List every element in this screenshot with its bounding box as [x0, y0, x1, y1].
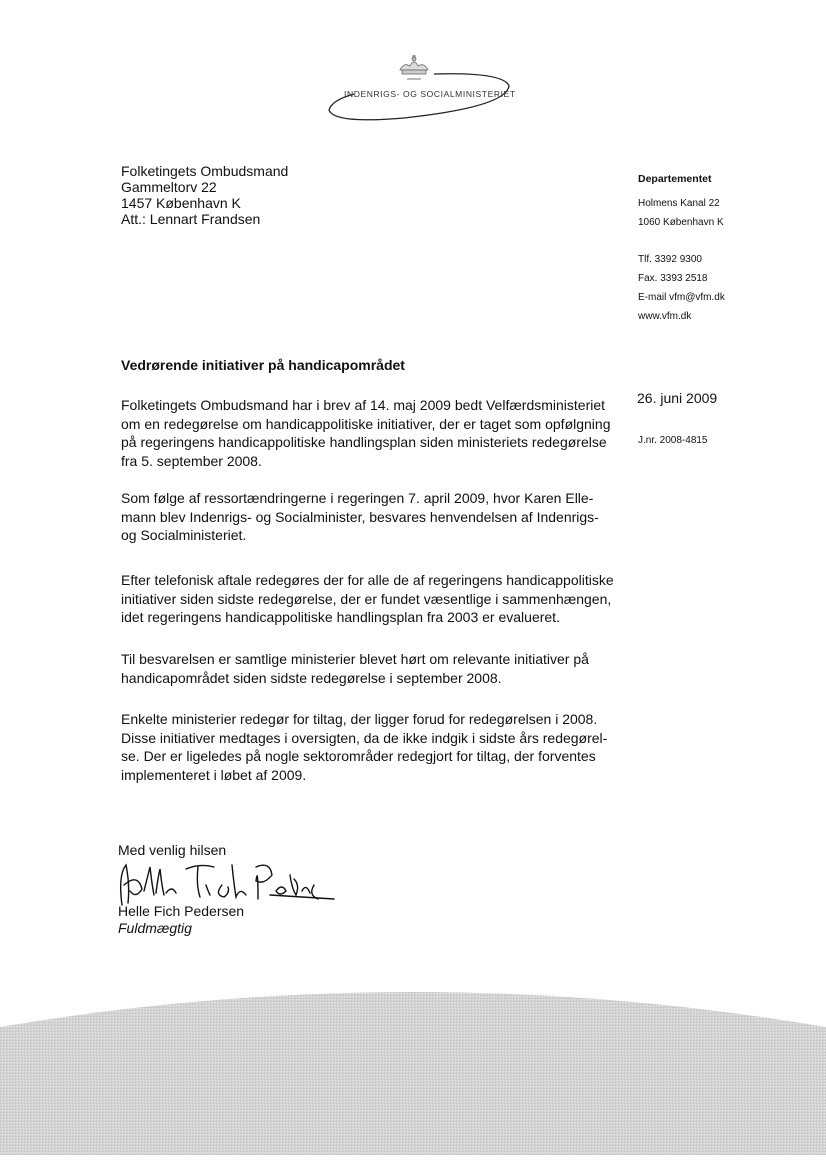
body-paragraph [121, 396, 621, 470]
body-line: mann blev Indenrigs- og Socialminister, besvares henvendelsen af Indenrigs- [121, 508, 599, 525]
sender-info [638, 173, 725, 326]
body-line: Til besvarelsen er samtlige ministerier blevet hørt om relevante initiativer på [121, 651, 589, 667]
signer-title: Fuldmægtig [118, 920, 192, 936]
body-line: implementeret i løbet af 2009. [121, 766, 307, 783]
sender-website: www.vfm.dk [638, 311, 692, 322]
sender-address-line: 1060 København K [638, 217, 724, 228]
letter-subject: Vedrørende initiativer på handicapområdet [121, 357, 405, 373]
letter-date: 26. juni 2009 [637, 390, 718, 406]
sender-department: Departementet [638, 173, 712, 185]
recipient-line: Att.: Lennart Frandsen [121, 211, 261, 227]
body-paragraph [121, 650, 621, 687]
recipient-address [121, 163, 288, 227]
body-line: Disse initiativer medtages i oversigten, da de ikke indgik i sidste års redegørel- [121, 729, 608, 746]
ministry-name: INDENRIGS- OG SOCIALMINISTERIET [344, 89, 516, 99]
body-line: Enkelte ministerier redegør for tiltag, der ligger forud for redegørelsen i 2008. [121, 711, 598, 727]
recipient-line: Gammeltorv 22 [121, 179, 217, 195]
body-line: Folketingets Ombudsmand har i brev af 14. maj 2009 bedt Velfærdsministeriet [121, 397, 606, 413]
body-paragraph [121, 489, 621, 545]
body-line: om en redegørelse om handicappolitiske initiativer, der er taget som opfølgning [121, 415, 611, 432]
body-line: fra 5. september 2008. [121, 452, 262, 469]
body-line: og Socialministeriet. [121, 527, 247, 543]
body-line: initiativer siden sidste redegørelse, der er fundet væsentlige i sammenhængen, [121, 590, 612, 607]
body-line: Efter telefonisk aftale redegøres der for alle de af regeringens handicappolitiske [121, 572, 614, 588]
sender-email: E-mail vfm@vfm.dk [638, 292, 725, 303]
sender-address-line: Holmens Kanal 22 [638, 198, 720, 209]
recipient-line: 1457 København K [121, 195, 241, 211]
sender-phone: Tlf. 3392 9300 [638, 254, 702, 265]
closing-phrase: Med venlig hilsen [118, 842, 227, 858]
body-line: på regeringens handicappolitiske handlingsplan siden ministeriets redegørelse [121, 434, 607, 450]
journal-number: J.nr. 2008-4815 [638, 435, 708, 446]
body-paragraph [121, 571, 621, 627]
signer-name: Helle Fich Pedersen [118, 903, 245, 919]
body-paragraph [121, 710, 621, 784]
body-line: idet regeringens handicappolitiske handlingsplan fra 2003 er evalueret. [121, 609, 560, 625]
sender-fax: Fax. 3393 2518 [638, 273, 708, 284]
decorative-footer-arc [0, 965, 826, 1169]
body-line: Som følge af ressortændringerne i regeringen 7. april 2009, hvor Karen Elle- [121, 490, 594, 506]
body-line: handicapområdet siden sidste redegørelse i september 2008. [121, 669, 502, 686]
body-line: se. Der er ligeledes på nogle sektorområder redegjort for tiltag, der forventes [121, 748, 596, 764]
recipient-line: Folketingets Ombudsmand [121, 163, 289, 179]
